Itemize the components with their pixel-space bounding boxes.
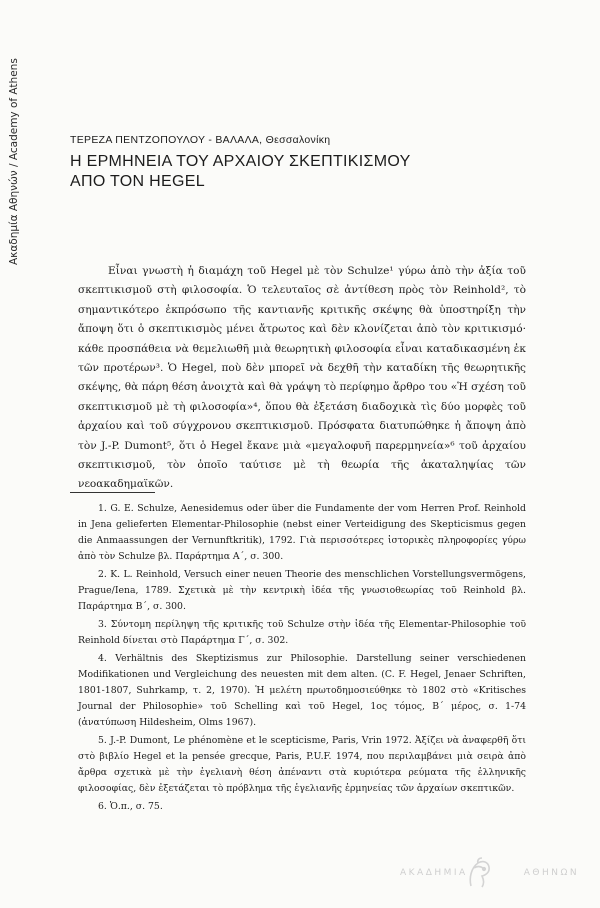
title-line-2: ΑΠΟ ΤΟΝ HEGEL [70,173,205,190]
author-line: ΤΕΡΕΖΑ ΠΕΝΤΖΟΠΟΥΛΟΥ - ΒΑΛΑΛΑ, Θεσσαλονίκη [70,134,331,146]
footnote-6 [78,799,526,815]
watermark-left-text: ΑΚΑΔΗΜΙΑ [400,868,468,878]
footnote-3-text: 3. Σύντομη περίληψη τῆς κριτικῆς τοῦ Schulze στὴν ἰδέα τῆς Elementar-Philosophie τοῦ Reinhold δίνεται στὸ Παράρτημα Γ΄, σ. 302. [78,619,526,646]
footnotes [78,501,526,817]
footnote-2-text: 2. K. L. Reinhold, Versuch einer neuen Theorie des menschlichen Vorstellungsvermögens, Prague/Iena, 1789. Σχετικὰ μὲ τὴν κεντρικὴ ἰδέα τῆς γνωσιοθεωρίας τοῦ Reinhold βλ. Παράρτημα Β΄, σ. 300. [78,569,526,612]
athena-emblem-icon [465,856,493,890]
archive-side-label-text: Ακαδημία Αθηνών / Academy of Athens [8,58,20,265]
footnote-1 [78,501,526,565]
footnote-5-text: 5. J.-P. Dumont, Le phénomène et le scepticisme, Paris, Vrin 1972. Ἀξίζει νὰ ἀναφερθῆ ὅτι στὸ βιβλίο Hegel et la pensée grecque, Paris, P.U.F. 1974, που περιλαμβάνει μιὰ σειρὰ ἀπὸ ἄρθρα σχετικὰ μὲ τὴν ἑγελιανὴ θέση ἀπέναντι στὰ κυριότερα ρεύματα τῆς ἑλληνικῆς φιλοσοφίας, δὲν ἐξετάζεται τὸ πρόβλημα τῆς ἑγελιανῆς ἑρμηνείας τῶν ἀρχαίων σκεπτικῶν. [78,735,526,794]
watermark-right-text: ΑΘΗΝΩΝ [523,868,580,878]
footnote-3 [78,617,526,649]
archive-side-label [5,45,23,265]
footnote-4-text: 4. Verhältnis des Skeptizismus zur Philosophie. Darstellung seiner verschiedenen Modifikationen und Vergleichung des neuesten mit dem alten. (C. F. Hegel, Jenaer Schriften, 1801-1807, Suhrkamp, τ. 2, 1970). Ἡ μελέτη πρωτοδημοσιεύθηκε τὸ 1802 στὸ «Kritisches Journal der Philosophie» τοῦ Schelling καὶ τοῦ Hegel, 1ος τόμος, Β΄ μέρος, σ. 1-74 (ἀνατύπωση Hildesheim, Olms 1967). [78,653,526,728]
footnote-6-text: 6. Ὁ.π., σ. 75. [98,801,163,812]
title-line-1: Η ΕΡΜΗΝΕΙΑ ΤΟΥ ΑΡΧΑΙΟΥ ΣΚΕΠΤΙΚΙΣΜΟΥ [70,153,411,170]
footnote-5 [78,733,526,797]
footnote-4 [78,651,526,731]
footnote-1-text: 1. G. E. Schulze, Aenesidemus oder über die Fundamente der vom Herren Prof. Reinhold in Jena gelieferten Elementar-Philosophie (nebst einer Verteidigung des Skepticismus gegen die Anmaassungen der Vernunftkritik), 1792. Γιὰ περισσότερες ἱστορικὲς πληροφορίες γύρω ἀπὸ τὸν Schulze βλ. Παράρτημα Α΄, σ. 300. [78,503,526,562]
body-paragraph-text: Εἶναι γνωστὴ ἡ διαμάχη τοῦ Hegel μὲ τὸν Schulze¹ γύρω ἀπὸ τὴν ἀξία τοῦ σκεπτικισμοῦ στὴ φιλοσοφία. Ὁ τελευταῖος σὲ ἀντίθεση πρὸς τὸν Reinhold², τὸ σημαντικότερο ἐκπρόσωπο τῆς καντιανῆς κριτικῆς σκέψης θὰ ὑποστηρίξη τὴν ἄποψη ὅτι ὁ σκεπτικισμὸς μένει ἄτρωτος καὶ δὲν κλονίζεται ἀπὸ τὸν κριτικισμό· κάθε προσπάθεια νὰ θεμελιωθῆ μιὰ θεωρητικὴ φιλοσοφία εἶναι καταδικασμένη ἐκ τῶν προτέρων³. Ὁ Hegel, ποὺ δὲν μπορεῖ νὰ δεχθῆ τὴν καταδίκη τῆς θεωρητικῆς σκέψης, θὰ πάρη θέση ἀνοιχτὰ καὶ θὰ γράψη τὸ περίφημο ἄρθρο του «Ἡ σχέση τοῦ σκεπτικισμοῦ μὲ τὴ φιλοσοφία»⁴, ὅπου θὰ ἐξετάση διαδοχικὰ τὶς δύο μορφὲς τοῦ ἀρχαίου καὶ τοῦ σύγχρονου σκεπτικισμοῦ. Πρόσφατα διατυπώθηκε ἡ ἄποψη ἀπὸ τὸν J.-P. Dumont⁵, ὅτι ὁ Hegel ἔκανε μιὰ «μεγαλοφυῆ παρερμηνεία»⁶ τοῦ ἀρχαίου σκεπτικισμοῦ, τὸν ὁποῖο ταύτισε μὲ τὴ θεωρία τῆς ἀκαταληψίας τῶν νεοακαδημαϊκῶν. [78,265,526,491]
footnote-2 [78,567,526,615]
footnote-rule [70,492,155,493]
article-title [70,152,550,192]
body-paragraph [78,262,526,495]
